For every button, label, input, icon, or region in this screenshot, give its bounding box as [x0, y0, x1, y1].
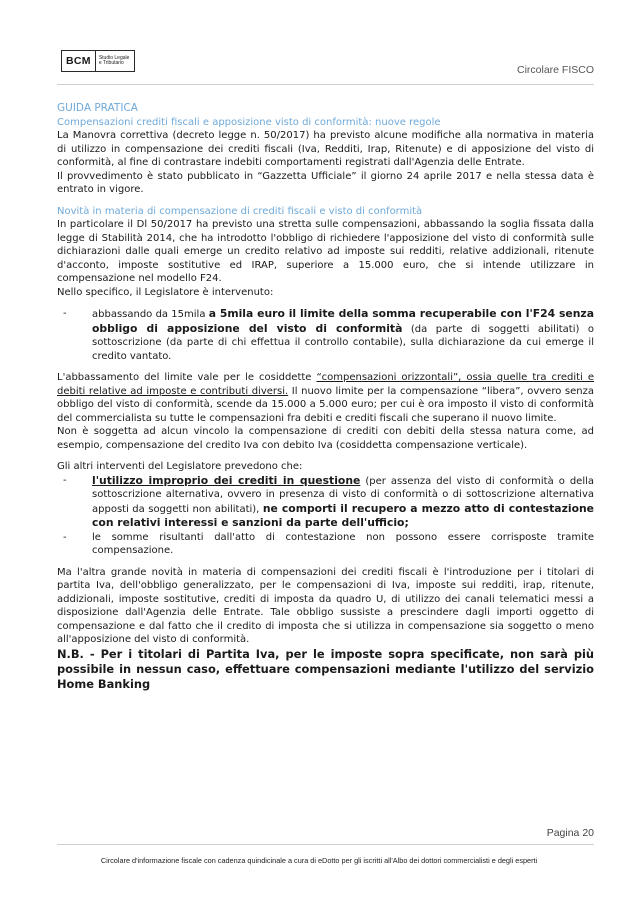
paragraph-intro: La Manovra correttiva (decreto legge n. 50/2017) ha previsto alcune modifiche alla normativa in materia di utilizzo in compensazione dei crediti fiscali (Iva, Redditi, Irap, Ritenute) e di apposizione del visto di conformità, al fine di contrastare indebiti comportamenti registrati dall'Agenzia delle Entrate. [57, 130, 594, 168]
p5-pre: L'abbassamento del limite vale per le cosiddette [57, 372, 317, 383]
logo-line-2: e Tributario [98, 60, 124, 66]
novita-heading: Novità in materia di compensazione di crediti fiscali e visto di conformità [57, 205, 423, 217]
bullet-dash: - [63, 474, 67, 486]
bullet-dash: - [63, 531, 67, 543]
bullet1-bold: a 5mila euro il limite della somma recuperabile con l'F24 senza obbligo di apposizione del visto di conformità [92, 307, 594, 335]
bullet1-pre: abbassando da 15mila [92, 309, 209, 320]
paragraph-stretta: In particolare il Dl 50/2017 ha previsto una stretta sulle compensazioni, abbassando la soglia fissata dalla legge di Stabilità 2014, che ha introdotto l'obbligo di richiedere l'apposizione del visto di conformità sulle dichiarazioni dalle quali emerge un credito relativo ad imposte sui redditi, relative addizionali, ritenute d'acconto, imposte sostitutive ed IRAP, superiore a 15.000 euro, che si intende utilizzare in compensazione nel modello F24. [57, 219, 594, 284]
list-item [57, 307, 594, 363]
p5-underlined: “compensazioni orizzontali”, ossia quelle tra crediti e debiti relative ad imposte e contributi diversi. [57, 372, 594, 397]
section-subtitle: Compensazioni crediti fiscali e apposizione visto di conformità: nuove regole [57, 116, 441, 128]
paragraph-publication: Il provvedimento è stato pubblicato in “Gazzetta Ufficiale” il giorno 24 aprile 2017 e nella stessa data è entrato in vigore. [57, 170, 594, 195]
firm-logo [61, 50, 135, 72]
p5-post: Il nuovo limite per la compensazione “libera”, ovvero senza obbligo del visto di conformità, scende da 15.000 a 5.000 euro; per cui è ora imposto il visto di conformità del commercialista su tutte le compensazioni fra debiti e crediti fiscali che superano il nuovo limite. [57, 385, 594, 424]
logo-subtitle [96, 56, 130, 67]
bullet2-mid: (per assenza del visto di conformità o della sottoscrizione alternativa, ovvero in presenza di visto di conformità o di sottoscrizione alternativa apposti da soggetti non abilitati), [92, 475, 595, 515]
bullet3-text: le somme risultanti dall'atto di contestazione non possono essere corrisposte tramite compensazione. [92, 531, 594, 556]
footer-text: Circolare d'informazione fiscale con cadenza quindicinale a cura di eDotto per gli iscritti all'Albo dei dottori commercialisti e degli esperti [100, 856, 538, 865]
paragraph-nello-specifico: Nello specifico, il Legislatore è intervenuto: [57, 286, 274, 298]
bullet-dash: - [63, 308, 67, 319]
other-interventions-list [57, 474, 594, 558]
page-number: Pagina 20 [546, 827, 594, 839]
list-item [57, 474, 594, 531]
paragraph-abbassamento [57, 371, 594, 425]
paragraph-altri-interventi: Gli altri interventi del Legislatore prevedono che: [57, 461, 303, 472]
footer-divider [57, 844, 594, 845]
logo-line-1: Studio Legale [98, 54, 130, 61]
list-item [57, 531, 594, 558]
section-label: GUIDA PRATICA [57, 102, 138, 114]
intervention-list [57, 307, 594, 363]
circolare-title: Circolare FISCO [516, 64, 594, 76]
bullet1-post: (da parte di soggetti abilitati) o sottoscrizione (da parte di chi effettua il controllo contabile), sulla dichiarazione da cui emerge il credito vantato. [92, 323, 595, 362]
paragraph-canali-telematici: Ma l'altra grande novità in materia di compensazioni dei crediti fiscali è l'introduzione per i titolari di partita Iva, dell'obbligo generalizzato, per le compensazioni di Iva, imposte sui redditi, irap, ritenute, addizionali, imposte sostitutive, crediti di imposta da quadro U, di utilizzo dei canali telematici messi a disposizione dall'Agenzia delle Entrate. Tale obbligo sussiste a prescindere dagli importi oggetto di compensazione e dal fatto che il credito di imposta che si utilizza in compensazione sia soggetto o meno all'apposizione del visto di conformità. [57, 566, 594, 645]
document-body [57, 102, 594, 692]
bullet2-bold1: l'utilizzo improprio dei crediti in questione [92, 473, 361, 487]
paragraph-vincolo: Non è soggetta ad alcun vincolo la compensazione di crediti con debiti della stessa natura come, ad esempio, compensazione del credito Iva con debito Iva (cosiddetta compensazione verticale). [57, 426, 594, 451]
nb-note: N.B. - Per i titolari di Partita Iva, per le imposte sopra specificate, non sarà più possibile in nessun caso, effettuare compensazioni mediante l'utilizzo del servizio Home Banking [57, 646, 594, 691]
logo-bcm: BCM [62, 51, 96, 71]
header-divider [57, 84, 594, 85]
bullet2-bold2: ne comporti il recupero a mezzo atto di contestazione con relativi interessi e sanzioni da parte dell'ufficio; [92, 501, 595, 529]
